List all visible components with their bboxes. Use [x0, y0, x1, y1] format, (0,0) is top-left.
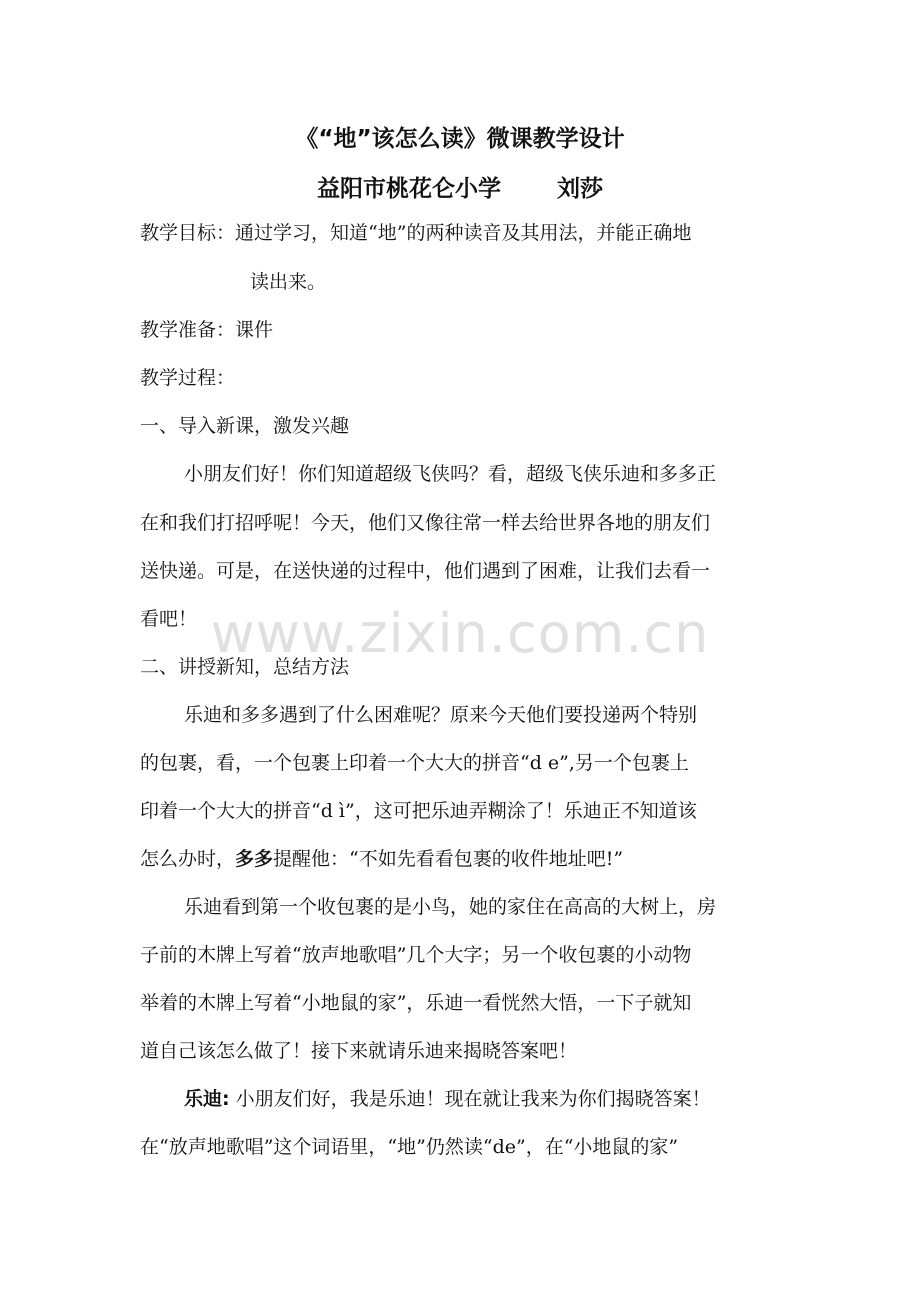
goal-continuation: 读出来。 [250, 271, 327, 293]
paragraph-line: 的包裹，看，一个包裹上印着一个大大的拼音“d e”,另一个包裹上 [140, 752, 689, 774]
text-run: 提醒他：“不如先看看包裹的收件地址吧!” [273, 848, 624, 870]
paragraph-line: 在“放声地歌唱”这个词语里，“地”仍然读“de”，在“小地鼠的家” [140, 1136, 679, 1158]
process-heading: 教学过程： [140, 367, 236, 389]
goal-label: 教学目标： [140, 222, 236, 244]
author-name: 刘莎 [557, 176, 603, 202]
paragraph-line: 在和我们打招呼呢！今天，他们又像往常一样去给世界各地的朋友们 [140, 512, 711, 534]
bold-run: 多多 [235, 848, 274, 870]
paragraph-line [184, 1087, 834, 1111]
paragraph-line: 道自己该怎么做了！接下来就请乐迪来揭晓答案吧！ [140, 1040, 578, 1062]
document-title: 《“地”该怎么读》微课教学设计 [295, 126, 625, 152]
paragraph-line [140, 847, 790, 871]
goal-line [140, 221, 790, 245]
paragraph-line: 子前的木牌上写着“放声地歌唱”几个大字；另一个收包裹的小动物 [140, 944, 692, 966]
paragraph-line: 印着一个大大的拼音“d ì”，这可把乐迪弄糊涂了！乐迪正不知道该 [140, 800, 697, 822]
paragraph-line: 看吧！ [140, 608, 198, 630]
text-run: 小朋友们好，我是乐迪！现在就让我来为你们揭晓答案！ [229, 1088, 711, 1110]
speaker-label: 乐迪: [184, 1088, 230, 1110]
paragraph-line: 乐迪看到第一个收包裹的是小鸟，她的家住在高高的大树上，房 [184, 896, 717, 918]
school-name: 益阳市桃花仑小学 [317, 176, 501, 202]
section-heading-2: 二、讲授新知，总结方法 [140, 656, 350, 678]
text-run: 怎么办时， [140, 848, 236, 870]
paragraph-line: 小朋友们好！你们知道超级飞侠吗？看，超级飞侠乐迪和多多正 [184, 463, 717, 485]
goal-text: 通过学习，知道“地”的两种读音及其用法，并能正确地 [235, 222, 692, 244]
paragraph-line: 乐迪和多多遇到了什么困难呢？原来今天他们要投递两个特别 [184, 704, 698, 726]
paragraph-line: 送快递。可是，在送快递的过程中，他们遇到了困难，让我们去看一 [140, 560, 711, 582]
paragraph-line: 举着的木牌上写着“小地鼠的家”，乐迪一看恍然大悟，一下子就知 [140, 992, 692, 1014]
author-line [0, 170, 920, 203]
section-heading-1: 一、导入新课，激发兴趣 [140, 415, 350, 437]
prep-line: 教学准备：课件 [140, 319, 274, 341]
watermark: www.zixin.com.cn [210, 602, 710, 665]
